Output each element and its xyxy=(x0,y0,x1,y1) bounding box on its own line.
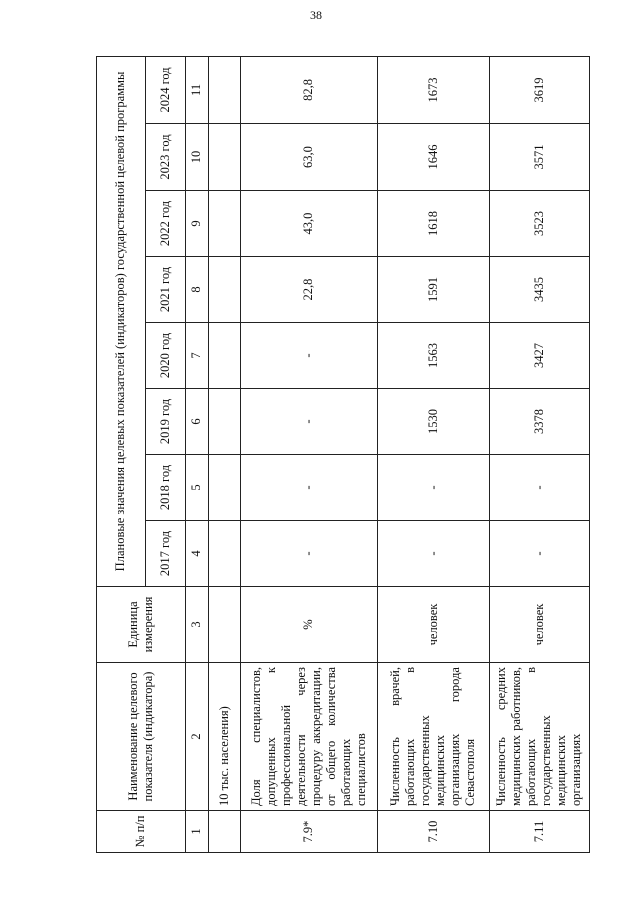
table-row xyxy=(240,56,377,852)
continuation-text: 10 тыс. населения) xyxy=(208,663,240,811)
table-row xyxy=(489,56,589,852)
row-value: 82,8 xyxy=(240,56,377,123)
col-number: 6 xyxy=(185,389,208,455)
col-number: 3 xyxy=(185,587,208,663)
header-name: Наименование целевого показателя (индикатора) xyxy=(97,663,186,811)
header-num: № п/п xyxy=(97,811,186,853)
row-value: - xyxy=(489,521,589,587)
header-year: 2023 год xyxy=(145,124,185,191)
header-unit: Единица измерения xyxy=(97,587,186,663)
header-year: 2022 год xyxy=(145,191,185,257)
row-value: 3427 xyxy=(489,323,589,389)
rotated-table-container xyxy=(96,57,590,853)
row-value: - xyxy=(377,521,489,587)
row-value: 3619 xyxy=(489,56,589,123)
col-number: 4 xyxy=(185,521,208,587)
col-number: 2 xyxy=(185,663,208,811)
row-value: - xyxy=(240,323,377,389)
row-unit: % xyxy=(240,587,377,663)
row-unit: человек xyxy=(377,587,489,663)
header-group: Плановые значения целевых показателей (индикаторов) государственной целевой программы xyxy=(97,56,146,586)
page-number: 38 xyxy=(310,8,322,22)
row-value: 3523 xyxy=(489,191,589,257)
indicators-table xyxy=(96,56,590,853)
row-value: - xyxy=(489,455,589,521)
row-num: 7.9* xyxy=(240,811,377,853)
row-name: Численность врачей, работающих в государственных медицинских организациях города Севастополя xyxy=(377,663,489,811)
row-value: 3378 xyxy=(489,389,589,455)
row-value: - xyxy=(240,455,377,521)
col-number: 9 xyxy=(185,191,208,257)
row-value: - xyxy=(377,455,489,521)
row-value: 1673 xyxy=(377,56,489,123)
col-number: 5 xyxy=(185,455,208,521)
row-value: 1591 xyxy=(377,257,489,323)
header-year: 2019 год xyxy=(145,389,185,455)
row-value: 63,0 xyxy=(240,124,377,191)
row-value: 1618 xyxy=(377,191,489,257)
row-name: Доля специалистов, допущенных к профессиональной деятельности через процедуру аккредитации, от общего количества работающих специалистов xyxy=(240,663,377,811)
row-value: 22,8 xyxy=(240,257,377,323)
col-number: 10 xyxy=(185,124,208,191)
row-value: - xyxy=(240,521,377,587)
row-unit: человек xyxy=(489,587,589,663)
row-value: 43,0 xyxy=(240,191,377,257)
row-value: 1646 xyxy=(377,124,489,191)
row-value: 1563 xyxy=(377,323,489,389)
header-year: 2021 год xyxy=(145,257,185,323)
row-name: Численность средних медицинских работников, работающих в государственных медицинских организациях xyxy=(489,663,589,811)
header-year: 2024 год xyxy=(145,56,185,123)
table-row xyxy=(377,56,489,852)
header-year: 2020 год xyxy=(145,323,185,389)
row-num: 7.11 xyxy=(489,811,589,853)
row-value: - xyxy=(240,389,377,455)
col-number: 1 xyxy=(185,811,208,853)
row-value: 1530 xyxy=(377,389,489,455)
row-value: 3435 xyxy=(489,257,589,323)
col-number: 11 xyxy=(185,56,208,123)
header-year: 2017 год xyxy=(145,521,185,587)
row-num: 7.10 xyxy=(377,811,489,853)
col-number: 7 xyxy=(185,323,208,389)
header-year: 2018 год xyxy=(145,455,185,521)
col-number: 8 xyxy=(185,257,208,323)
row-value: 3571 xyxy=(489,124,589,191)
